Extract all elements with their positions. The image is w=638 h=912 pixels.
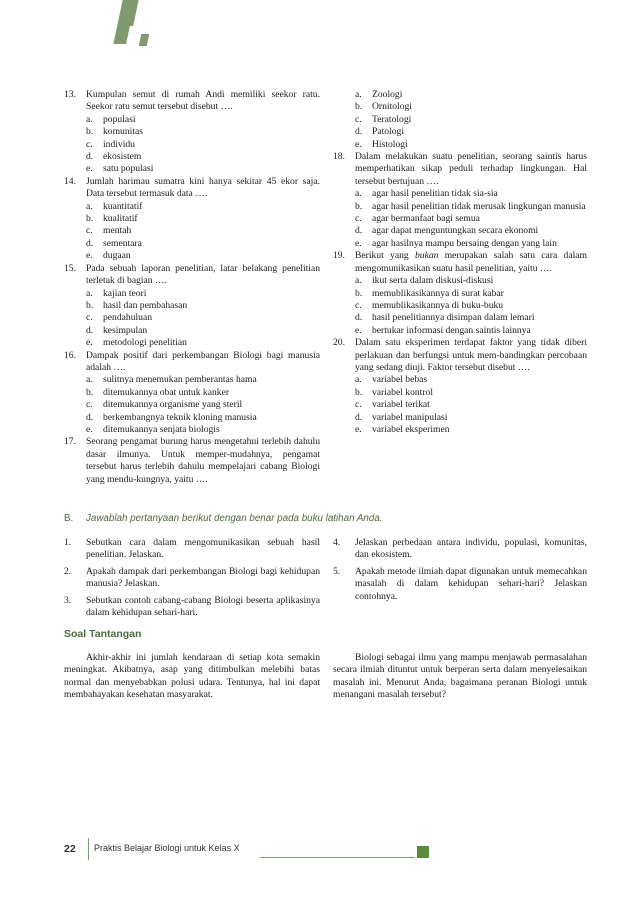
option-letter: c. <box>86 312 93 324</box>
option-letter: d. <box>86 151 94 163</box>
answer-option <box>64 399 320 411</box>
option-letter: c. <box>86 399 93 411</box>
essay-question <box>64 537 320 562</box>
question-number: 14. <box>64 175 76 187</box>
page-number: 22 <box>64 843 76 855</box>
option-letter: c. <box>355 299 362 311</box>
option-letter: e. <box>355 423 362 435</box>
option-letter: a. <box>355 275 362 287</box>
essay-number: 1. <box>64 537 72 548</box>
option-text: komunitas <box>103 126 143 138</box>
question-text: Pada sebuah laporan penelitian, latar belakang penelitian terletak di bagian …. <box>86 262 320 287</box>
option-letter: d. <box>355 225 363 237</box>
option-letter: b. <box>355 101 363 113</box>
option-text: ditemukannya senjata biologis <box>103 423 220 435</box>
essay-column-right <box>333 537 587 607</box>
answer-option <box>333 312 587 324</box>
question-item <box>64 263 320 288</box>
question-number: 13. <box>64 89 76 100</box>
option-letter: a. <box>86 374 93 386</box>
option-text: Teratologi <box>372 113 412 125</box>
option-text: kesimpulan <box>103 324 148 336</box>
challenge-heading: Soal Tantangan <box>64 628 142 640</box>
answer-option <box>333 101 587 113</box>
option-letter: a. <box>355 374 362 386</box>
option-letter: e. <box>355 138 362 150</box>
footer-divider <box>88 838 89 860</box>
answer-option <box>64 300 320 312</box>
option-text: kajian teori <box>103 287 147 299</box>
answer-option <box>64 250 320 262</box>
option-text: agar hasil penelitian tidak sia-sia <box>372 188 498 200</box>
option-text: pendahuluan <box>103 312 153 324</box>
option-letter: d. <box>355 411 363 423</box>
essay-text: Apakah dampak dari perkembangan Biologi bagi kehidupan manusia? Jelaskan. <box>86 565 320 590</box>
option-text: variabel bebas <box>372 374 428 386</box>
section-b-instruction: Jawablah pertanyaan berikut dengan benar pada buku latihan Anda. <box>86 513 383 524</box>
option-text: berkembangnya teknik kloning manusia <box>103 411 257 423</box>
option-letter: a. <box>355 188 362 200</box>
essay-number: 4. <box>333 537 341 548</box>
question-text: Dalam satu eksperimen terdapat faktor yang tidak diberi perlakuan dan berfungsi untuk mem-bandingkan percobaan yang sedang diuji. Faktor tersebut disebut …. <box>355 337 587 373</box>
essay-question <box>64 566 320 591</box>
option-text: agar hasilnya mampu bersaing dengan yang lain <box>372 237 557 249</box>
answer-option <box>64 225 320 237</box>
option-letter: b. <box>86 299 94 311</box>
option-text: ekosistem <box>103 151 142 163</box>
option-text: populasi <box>103 113 136 125</box>
answer-option <box>64 325 320 337</box>
option-letter: e. <box>355 324 362 336</box>
question-number: 17. <box>64 436 76 448</box>
essay-question <box>333 566 587 603</box>
answer-option <box>333 201 587 213</box>
option-letter: a. <box>86 113 93 125</box>
answer-option <box>64 151 320 163</box>
option-letter: e. <box>355 237 362 249</box>
option-text: individu <box>103 138 135 150</box>
option-text: satu populasi <box>103 163 154 175</box>
question-number: 16. <box>64 349 76 361</box>
question-text: Kumpulan semut di rumah Andi memiliki seekor ratu. Seekor ratu semut tersebut disebut …. <box>86 89 320 113</box>
left-question-column <box>64 89 320 486</box>
option-text: hasil penelitiannya disimpan dalam lemari <box>372 312 535 324</box>
answer-option <box>64 424 320 436</box>
option-text: Ornitologi <box>372 101 412 113</box>
answer-option <box>333 126 587 138</box>
option-letter: b. <box>355 200 363 212</box>
option-text: Histologi <box>372 138 408 150</box>
option-text: variabel terikat <box>372 399 430 411</box>
answer-option <box>333 288 587 300</box>
question-text: Jumlah harimau sumatra kini hanya sekitar 45 ekor saja. Data tersebut termasuk data …. <box>86 175 320 200</box>
option-letter: b. <box>355 287 363 299</box>
footer-square <box>417 846 429 858</box>
challenge-paragraph-left <box>64 652 320 702</box>
option-text: kuantitatif <box>103 200 143 212</box>
option-letter: d. <box>355 126 363 138</box>
answer-option <box>333 374 587 386</box>
option-letter: e. <box>86 423 93 435</box>
option-text: metodologi penelitian <box>103 337 187 349</box>
essay-number: 2. <box>64 565 72 577</box>
question-item <box>64 436 320 486</box>
answer-option <box>333 139 587 151</box>
option-letter: a. <box>86 200 93 212</box>
question-number: 19. <box>333 250 345 262</box>
question-item <box>333 337 587 374</box>
option-text: dugaan <box>103 250 131 262</box>
essay-column-left <box>64 537 320 623</box>
answer-option <box>64 337 320 349</box>
question-item <box>64 350 320 375</box>
option-letter: e. <box>86 250 93 262</box>
answer-option <box>64 238 320 250</box>
option-text: ditemukannya obat untuk kanker <box>103 386 230 398</box>
answer-option <box>333 213 587 225</box>
book-title: Praktis Belajar Biologi untuk Kelas X <box>94 843 240 853</box>
essay-number: 5. <box>333 565 341 577</box>
challenge-text-left: Akhir-akhir ini jumlah kendaraan di setiap kota semakin meningkat. Akibatnya, asap yang ditimbulkan melebihi batas normal dan menyebabkan polusi udara. Tentunya, hal ini dapat membahayakan kesehatan masyarakat. <box>64 652 320 701</box>
option-text: ikut serta dalam diskusi-diskusi <box>372 275 494 287</box>
essay-text: Jelaskan perbedaan antara individu, populasi, komunitas, dan ekosistem. <box>355 537 587 561</box>
answer-option <box>333 238 587 250</box>
question-emphasis: bukan <box>414 250 439 262</box>
question-text: Berikut yang bukan merupakan salah satu cara dalam mengomunikasikan suatu hasil penelitian, yaitu …. <box>355 250 587 274</box>
question-text: Seorang pengamat burung harus mengetahui terlebih dahulu dasar ilmunya. Untuk memper-mudahnya, pengamat tersebut harus terlebih dahulu mempelajari cabang Biologi yang mendu-kungnya, yaitu …. <box>86 436 320 485</box>
option-text: Patologi <box>372 126 404 138</box>
option-text: ditemukannya organisme yang steril <box>103 399 243 411</box>
option-text: sementara <box>103 237 142 249</box>
answer-option <box>64 201 320 213</box>
answer-option <box>64 213 320 225</box>
answer-option <box>64 126 320 138</box>
option-text: memublikasikannya di surat kabar <box>372 287 504 299</box>
option-letter: e. <box>86 337 93 349</box>
essay-question <box>64 595 320 620</box>
section-b-heading <box>64 513 383 524</box>
answer-option <box>333 387 587 399</box>
answer-option <box>64 387 320 399</box>
option-letter: d. <box>355 312 363 324</box>
option-letter: c. <box>355 399 362 411</box>
answer-option <box>333 89 587 101</box>
option-text: memublikasikannya di buku-buku <box>372 299 504 311</box>
answer-option <box>64 412 320 424</box>
answer-option <box>333 325 587 337</box>
option-letter: a. <box>86 287 93 299</box>
option-letter: d. <box>86 411 94 423</box>
essay-text: Sebutkan contoh cabang-cabang Biologi beserta aplikasinya dalam kehidupan sehari-hari. <box>86 594 320 619</box>
header-stripe-small <box>139 34 150 46</box>
answer-option <box>64 312 320 324</box>
option-letter: a. <box>355 89 362 100</box>
answer-option <box>333 275 587 287</box>
option-letter: b. <box>86 213 94 225</box>
question-number: 15. <box>64 262 76 274</box>
answer-option <box>333 188 587 200</box>
answer-option <box>64 374 320 386</box>
option-letter: b. <box>86 126 94 138</box>
option-text: sulitnya menemukan pemberantas hama <box>103 374 257 386</box>
question-item <box>333 151 587 188</box>
option-letter: e. <box>86 163 93 175</box>
section-b-label: B. <box>64 513 74 524</box>
question-item <box>333 250 587 275</box>
option-letter: d. <box>86 324 94 336</box>
essay-text: Sebutkan cara dalam mengomunikasikan sebuah hasil penelitian. Jelaskan. <box>86 537 320 561</box>
option-letter: b. <box>355 386 363 398</box>
answer-option <box>333 114 587 126</box>
option-text: Zoologi <box>372 89 403 100</box>
option-letter: c. <box>355 113 362 125</box>
answer-option <box>333 399 587 411</box>
option-text: variabel kontrol <box>372 386 434 398</box>
option-letter: c. <box>355 213 362 225</box>
right-question-column <box>333 89 587 436</box>
option-text: variabel eksperimen <box>372 423 450 435</box>
essay-question <box>333 537 587 562</box>
option-text: agar bermanfaat bagi semua <box>372 213 480 225</box>
question-item <box>64 176 320 201</box>
option-text: hasil dan pembahasan <box>103 299 188 311</box>
option-letter: d. <box>86 237 94 249</box>
answer-option <box>333 412 587 424</box>
answer-option <box>64 114 320 126</box>
question-number: 20. <box>333 337 345 349</box>
question-text: Dampak positif dari perkembangan Biologi bagi manusia adalah …. <box>86 349 320 373</box>
answer-option <box>64 139 320 151</box>
question-number: 18. <box>333 151 345 163</box>
option-text: bertukar informasi dengan saintis lainnya <box>372 324 531 336</box>
option-text: kualitatif <box>103 213 138 225</box>
option-letter: b. <box>86 386 94 398</box>
answer-option <box>64 163 320 175</box>
essay-number: 3. <box>64 594 72 606</box>
header-decoration <box>0 0 638 60</box>
challenge-paragraph-right <box>333 652 587 702</box>
answer-option <box>64 288 320 300</box>
challenge-text-right: Biologi sebagai ilmu yang mampu menjawab permasalahan secara ilmiah dituntut untuk berperan serta dalam menyelesaikan masalah ini. Menurut Anda, bagaimana peranan Biologi untuk menangani masalah tersebut? <box>333 652 587 701</box>
header-stripe-cut <box>126 26 140 44</box>
option-letter: c. <box>86 138 93 150</box>
question-text: Dalam melakukan suatu penelitian, seorang saintis harus memperhatikan sikap peduli terhadap lingkungan. Hal tersebut bertujuan …. <box>355 151 587 187</box>
answer-option <box>333 225 587 237</box>
option-text: variabel manipulasi <box>372 411 448 423</box>
essay-text: Apakah metode ilmiah dapat digunakan untuk memecahkan masalah di dalam kehidupan sehari-hari? Jelaskan contohnya. <box>355 565 587 602</box>
option-letter: c. <box>86 225 93 237</box>
question-item <box>64 89 320 114</box>
answer-option <box>333 424 587 436</box>
answer-option <box>333 300 587 312</box>
option-text: mentah <box>103 225 132 237</box>
footer-rule <box>260 857 415 858</box>
option-text: agar dapat menguntungkan secara ekonomi <box>372 225 539 237</box>
option-text: agar hasil penelitian tidak merusak lingkungan manusia <box>372 200 586 212</box>
